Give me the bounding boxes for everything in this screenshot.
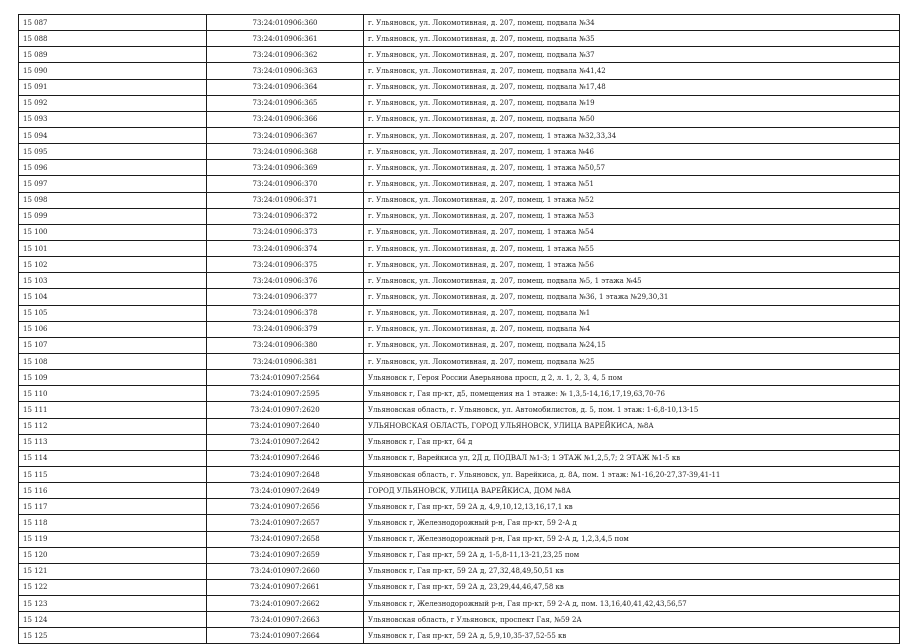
row-number-cell: 15 095 — [19, 144, 207, 160]
address-cell: г. Ульяновск, ул. Локомотивная, д. 207, помещ. 1 этажа №54 — [364, 224, 900, 240]
table-row — [19, 273, 900, 289]
row-number-cell: 15 100 — [19, 224, 207, 240]
cadastral-number-cell: 73:24:010907:2657 — [207, 515, 364, 531]
cadastral-number-cell: 73:24:010906:370 — [207, 176, 364, 192]
table-row — [19, 289, 900, 305]
address-cell: г. Ульяновск, ул. Локомотивная, д. 207, помещ. 1 этажа №52 — [364, 192, 900, 208]
table-row — [19, 111, 900, 127]
address-cell: Ульяновск г, Гая пр-кт, 59 2А д, 5,9,10,35-37,52-55 кв — [364, 628, 900, 644]
table-row — [19, 176, 900, 192]
table-row — [19, 192, 900, 208]
cadastral-number-cell: 73:24:010906:376 — [207, 273, 364, 289]
cadastral-number-cell: 73:24:010907:2642 — [207, 434, 364, 450]
cadastral-number-cell: 73:24:010906:380 — [207, 337, 364, 353]
address-cell: г. Ульяновск, ул. Локомотивная, д. 207, помещ. подвала №1 — [364, 305, 900, 321]
cadastral-number-cell: 73:24:010906:374 — [207, 240, 364, 256]
cadastral-number-cell: 73:24:010907:2564 — [207, 370, 364, 386]
table-row — [19, 305, 900, 321]
address-cell: г. Ульяновск, ул. Локомотивная, д. 207, помещ. подвала №50 — [364, 111, 900, 127]
table-row — [19, 515, 900, 531]
table-row — [19, 386, 900, 402]
row-number-cell: 15 104 — [19, 289, 207, 305]
row-number-cell: 15 115 — [19, 466, 207, 482]
table-row — [19, 160, 900, 176]
address-cell: Ульяновск г, Железнодорожный р-н, Гая пр-кт, 59 2-А д, 1,2,3,4,5 пом — [364, 531, 900, 547]
address-cell: УЛЬЯНОВСКАЯ ОБЛАСТЬ, ГОРОД УЛЬЯНОВСК, УЛИЦА ВАРЕЙКИСА, №8А — [364, 418, 900, 434]
cadastral-number-cell: 73:24:010907:2660 — [207, 563, 364, 579]
address-cell: Ульяновск г, Гая пр-кт, 59 2А д, 4,9,10,12,13,16,17,1 кв — [364, 499, 900, 515]
row-number-cell: 15 122 — [19, 579, 207, 595]
row-number-cell: 15 096 — [19, 160, 207, 176]
address-cell: Ульяновск г, Варейкиса ул, 2Д д, ПОДВАЛ №1-3; 1 ЭТАЖ №1,2,5,7; 2 ЭТАЖ №1-5 кв — [364, 450, 900, 466]
table-row — [19, 596, 900, 612]
address-cell: г. Ульяновск, ул. Локомотивная, д. 207, помещ. подвала №5, 1 этажа №45 — [364, 273, 900, 289]
cadastral-number-cell: 73:24:010907:2620 — [207, 402, 364, 418]
table-row — [19, 612, 900, 628]
cadastral-number-cell: 73:24:010906:372 — [207, 208, 364, 224]
row-number-cell: 15 113 — [19, 434, 207, 450]
address-cell: г. Ульяновск, ул. Локомотивная, д. 207, помещ. подвала №17,48 — [364, 79, 900, 95]
row-number-cell: 15 112 — [19, 418, 207, 434]
row-number-cell: 15 097 — [19, 176, 207, 192]
table-row — [19, 628, 900, 644]
cadastral-number-cell: 73:24:010907:2640 — [207, 418, 364, 434]
address-cell: Ульяновская область, г. Ульяновск, ул. Варейкиса, д. 8А, пом. 1 этаж: №1-16,20-27,37-39,41-11 — [364, 466, 900, 482]
row-number-cell: 15 118 — [19, 515, 207, 531]
table-row — [19, 402, 900, 418]
row-number-cell: 15 116 — [19, 483, 207, 499]
table-row — [19, 547, 900, 563]
cadastral-number-cell: 73:24:010906:365 — [207, 95, 364, 111]
row-number-cell: 15 121 — [19, 563, 207, 579]
address-cell: Ульяновская область, г. Ульяновск, ул. Автомобилистов, д. 5, пом. 1 этаж: 1-6,8-10,13-15 — [364, 402, 900, 418]
table-row — [19, 224, 900, 240]
cadastral-number-cell: 73:24:010906:379 — [207, 321, 364, 337]
row-number-cell: 15 102 — [19, 257, 207, 273]
row-number-cell: 15 105 — [19, 305, 207, 321]
row-number-cell: 15 123 — [19, 596, 207, 612]
cadastral-number-cell: 73:24:010906:360 — [207, 15, 364, 31]
row-number-cell: 15 108 — [19, 353, 207, 369]
row-number-cell: 15 111 — [19, 402, 207, 418]
table-row — [19, 418, 900, 434]
table-row — [19, 144, 900, 160]
row-number-cell: 15 088 — [19, 31, 207, 47]
address-cell: Ульяновск г, Гая пр-кт, д5, помещения на 1 этаже: № 1,3,5-14,16,17,19,63,70-76 — [364, 386, 900, 402]
cadastral-number-cell: 73:24:010906:378 — [207, 305, 364, 321]
cadastral-number-cell: 73:24:010907:2658 — [207, 531, 364, 547]
table-row — [19, 63, 900, 79]
table-row — [19, 95, 900, 111]
address-cell: Ульяновск г, Гая пр-кт, 59 2А д, 1-5,8-11,13-21,23,25 пом — [364, 547, 900, 563]
address-cell: Ульяновская область, г Ульяновск, проспект Гая, №59 2А — [364, 612, 900, 628]
address-cell: г. Ульяновск, ул. Локомотивная, д. 207, помещ. 1 этажа №51 — [364, 176, 900, 192]
row-number-cell: 15 092 — [19, 95, 207, 111]
cadastral-number-cell: 73:24:010906:364 — [207, 79, 364, 95]
address-cell: ГОРОД УЛЬЯНОВСК, УЛИЦА ВАРЕЙКИСА, ДОМ №8А — [364, 483, 900, 499]
row-number-cell: 15 091 — [19, 79, 207, 95]
cadastral-number-cell: 73:24:010907:2664 — [207, 628, 364, 644]
row-number-cell: 15 103 — [19, 273, 207, 289]
address-cell: г. Ульяновск, ул. Локомотивная, д. 207, помещ. подвала №37 — [364, 47, 900, 63]
table-row — [19, 483, 900, 499]
address-cell: Ульяновск г, Героя России Аверьянова просп, д 2, л. 1, 2, 3, 4, 5 пом — [364, 370, 900, 386]
table-row — [19, 499, 900, 515]
table-row — [19, 337, 900, 353]
table-row — [19, 466, 900, 482]
address-cell: г. Ульяновск, ул. Локомотивная, д. 207, помещ. подвала №36, 1 этажа №29,30,31 — [364, 289, 900, 305]
cadastral-number-cell: 73:24:010906:367 — [207, 127, 364, 143]
property-registry-table — [18, 14, 900, 644]
table-row — [19, 563, 900, 579]
table-row — [19, 127, 900, 143]
cadastral-number-cell: 73:24:010906:363 — [207, 63, 364, 79]
row-number-cell: 15 101 — [19, 240, 207, 256]
address-cell: г. Ульяновск, ул. Локомотивная, д. 207, помещ. подвала №35 — [364, 31, 900, 47]
table-row — [19, 579, 900, 595]
address-cell: г. Ульяновск, ул. Локомотивная, д. 207, помещ. подвала №4 — [364, 321, 900, 337]
cadastral-number-cell: 73:24:010906:366 — [207, 111, 364, 127]
cadastral-number-cell: 73:24:010906:361 — [207, 31, 364, 47]
cadastral-number-cell: 73:24:010907:2662 — [207, 596, 364, 612]
cadastral-number-cell: 73:24:010906:373 — [207, 224, 364, 240]
table-row — [19, 370, 900, 386]
row-number-cell: 15 125 — [19, 628, 207, 644]
cadastral-number-cell: 73:24:010906:371 — [207, 192, 364, 208]
row-number-cell: 15 107 — [19, 337, 207, 353]
address-cell: г. Ульяновск, ул. Локомотивная, д. 207, помещ. подвала №25 — [364, 353, 900, 369]
table-row — [19, 531, 900, 547]
address-cell: г. Ульяновск, ул. Локомотивная, д. 207, помещ. 1 этажа №55 — [364, 240, 900, 256]
address-cell: г. Ульяновск, ул. Локомотивная, д. 207, помещ. 1 этажа №50,57 — [364, 160, 900, 176]
table-row — [19, 208, 900, 224]
address-cell: г. Ульяновск, ул. Локомотивная, д. 207, помещ. подвала №24,15 — [364, 337, 900, 353]
address-cell: г. Ульяновск, ул. Локомотивная, д. 207, помещ. 1 этажа №53 — [364, 208, 900, 224]
table-row — [19, 15, 900, 31]
cadastral-number-cell: 73:24:010906:381 — [207, 353, 364, 369]
address-cell: г. Ульяновск, ул. Локомотивная, д. 207, помещ. 1 этажа №32,33,34 — [364, 127, 900, 143]
row-number-cell: 15 094 — [19, 127, 207, 143]
row-number-cell: 15 109 — [19, 370, 207, 386]
table-row — [19, 240, 900, 256]
cadastral-number-cell: 73:24:010907:2663 — [207, 612, 364, 628]
address-cell: г. Ульяновск, ул. Локомотивная, д. 207, помещ. 1 этажа №46 — [364, 144, 900, 160]
address-cell: г. Ульяновск, ул. Локомотивная, д. 207, помещ. подвала №19 — [364, 95, 900, 111]
cadastral-number-cell: 73:24:010907:2659 — [207, 547, 364, 563]
cadastral-number-cell: 73:24:010906:377 — [207, 289, 364, 305]
row-number-cell: 15 117 — [19, 499, 207, 515]
row-number-cell: 15 090 — [19, 63, 207, 79]
address-cell: Ульяновск г, Гая пр-кт, 59 2А д, 27,32,48,49,50,51 кв — [364, 563, 900, 579]
address-cell: Ульяновск г, Гая пр-кт, 64 д — [364, 434, 900, 450]
row-number-cell: 15 099 — [19, 208, 207, 224]
address-cell: Ульяновск г, Железнодорожный р-н, Гая пр-кт, 59 2-А д, пом. 13,16,40,41,42,43,56,57 — [364, 596, 900, 612]
cadastral-number-cell: 73:24:010907:2656 — [207, 499, 364, 515]
cadastral-number-cell: 73:24:010907:2595 — [207, 386, 364, 402]
table-row — [19, 450, 900, 466]
row-number-cell: 15 124 — [19, 612, 207, 628]
table-row — [19, 47, 900, 63]
row-number-cell: 15 119 — [19, 531, 207, 547]
row-number-cell: 15 098 — [19, 192, 207, 208]
row-number-cell: 15 120 — [19, 547, 207, 563]
address-cell: г. Ульяновск, ул. Локомотивная, д. 207, помещ. подвала №41,42 — [364, 63, 900, 79]
row-number-cell: 15 110 — [19, 386, 207, 402]
address-cell: Ульяновск г, Железнодорожный р-н, Гая пр-кт, 59 2-А д — [364, 515, 900, 531]
address-cell: г. Ульяновск, ул. Локомотивная, д. 207, помещ. подвала №34 — [364, 15, 900, 31]
row-number-cell: 15 106 — [19, 321, 207, 337]
cadastral-number-cell: 73:24:010907:2648 — [207, 466, 364, 482]
address-cell: г. Ульяновск, ул. Локомотивная, д. 207, помещ. 1 этажа №56 — [364, 257, 900, 273]
table-row — [19, 79, 900, 95]
table-row — [19, 257, 900, 273]
row-number-cell: 15 093 — [19, 111, 207, 127]
row-number-cell: 15 087 — [19, 15, 207, 31]
table-row — [19, 353, 900, 369]
cadastral-number-cell: 73:24:010907:2649 — [207, 483, 364, 499]
cadastral-number-cell: 73:24:010906:362 — [207, 47, 364, 63]
row-number-cell: 15 114 — [19, 450, 207, 466]
cadastral-number-cell: 73:24:010907:2661 — [207, 579, 364, 595]
table-row — [19, 321, 900, 337]
cadastral-number-cell: 73:24:010906:368 — [207, 144, 364, 160]
address-cell: Ульяновск г, Гая пр-кт, 59 2А д, 23,29,44,46,47,58 кв — [364, 579, 900, 595]
row-number-cell: 15 089 — [19, 47, 207, 63]
cadastral-number-cell: 73:24:010906:369 — [207, 160, 364, 176]
cadastral-number-cell: 73:24:010907:2646 — [207, 450, 364, 466]
table-row — [19, 434, 900, 450]
table-row — [19, 31, 900, 47]
cadastral-number-cell: 73:24:010906:375 — [207, 257, 364, 273]
registry-table-body — [19, 15, 900, 644]
